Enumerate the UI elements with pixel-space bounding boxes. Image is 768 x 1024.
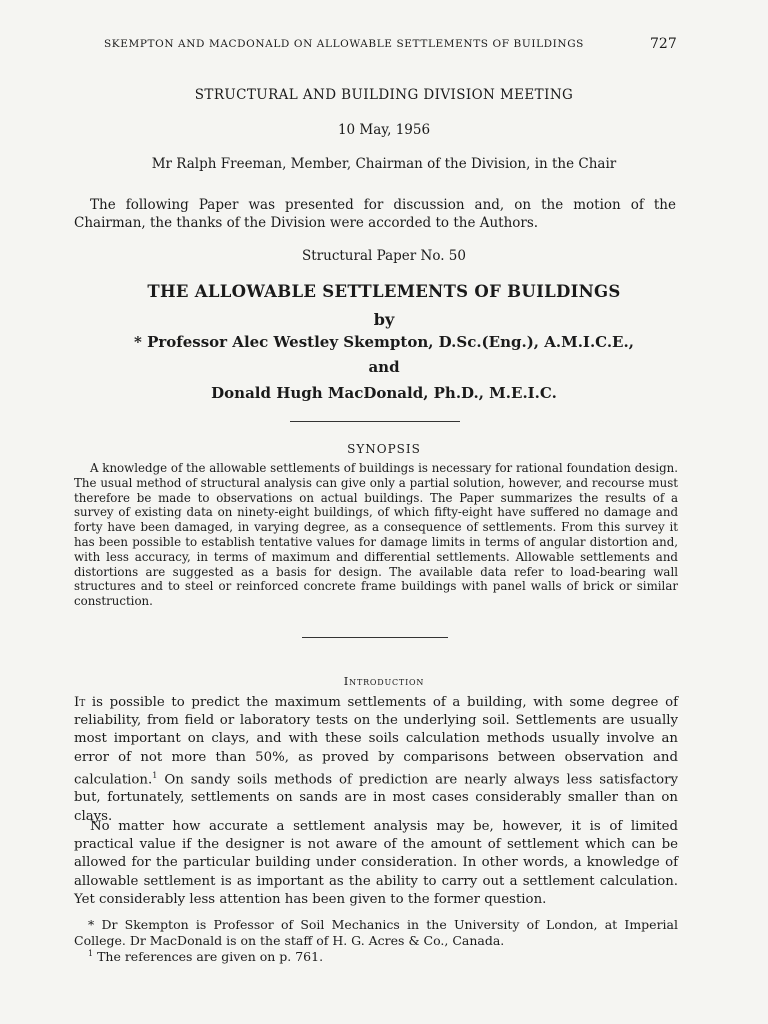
paper-number: Structural Paper No. 50 <box>302 248 466 264</box>
byline-and: and <box>368 358 400 376</box>
footnote-references <box>88 949 323 964</box>
footnote-divider <box>74 911 300 912</box>
author-secondary: Donald Hugh MacDonald, Ph.D., M.E.I.C. <box>211 384 557 402</box>
footnote-text: The references are given on p. 761. <box>93 949 324 965</box>
lead-word: It <box>74 695 86 710</box>
introduction-heading: Introduction <box>343 674 425 688</box>
footnote-authors: * Dr Skempton is Professor of Soil Mechanics in the University of London, at Imperial College. Dr MacDonald is on the staff of H. G. Acres & Co., Canada. <box>74 917 678 948</box>
synopsis-text: A knowledge of the allowable settlements of buildings is necessary for rational foundation design. The usual method of structural analysis can give only a partial solution, however, and recourse must therefore be made to observations on actual buildings. The Paper summarizes the results of a survey of existing data on ninety-eight buildings, of which fifty-eight have suffered no damage and forty have been damaged, in varying degree, as a consequence of settlements. From this survey it has been possible to establish tentative values for damage limits in terms of angular distortion and, with less accuracy, in terms of maximum and differential settlements. Allowable settlements and distortions are suggested as a basis for design. The available data refer to load-bearing wall structures and to steel or reinforced concrete frame buildings with panel walls of brick or similar construction. <box>74 461 678 609</box>
author-primary: * Professor Alec Westley Skempton, D.Sc.(Eng.), A.M.I.C.E., <box>134 333 634 351</box>
byline-by: by <box>373 310 395 329</box>
paragraph-text: is possible to predict the maximum settlements of a building, with some degree of reliability, from field or laboratory tests on the underlying soil. Settlements are usually most important on clays, and with these soils calculation methods usually involve an error of not more than 50%, as proved by comparisons between observation and calculation. <box>74 695 678 788</box>
page-number: 727 <box>650 36 677 52</box>
divider <box>302 637 448 638</box>
meeting-date: 10 May, 1956 <box>337 122 431 138</box>
divider <box>290 421 460 422</box>
presentation-note: The following Paper was presented for discussion and, on the motion of the Chairman, the thanks of the Division were accorded to the Authors. <box>74 197 676 231</box>
paragraph-text: On sandy soils methods of prediction are nearly always less satisfactory but, fortunately, settlements on sands are in most cases considerably smaller than on clays. <box>74 772 678 824</box>
introduction-paragraph-2: No matter how accurate a settlement analysis may be, however, it is of limited practical value if the designer is not aware of the amount of settlement which can be allowed for the particular building under consideration. In other words, a knowledge of allowable settlement is as important as the ability to carry out a settlement calculation. Yet considerably less attention has been given to the former question. <box>74 819 678 907</box>
meeting-title: STRUCTURAL AND BUILDING DIVISION MEETING <box>194 87 574 103</box>
reference-marker: 1 <box>152 770 158 780</box>
footnote-marker: 1 <box>88 949 94 958</box>
paper-title: THE ALLOWABLE SETTLEMENTS OF BUILDINGS <box>147 282 621 301</box>
meeting-chair: Mr Ralph Freeman, Member, Chairman of the Division, in the Chair <box>151 156 617 172</box>
introduction-paragraph-1 <box>74 694 678 826</box>
running-header: SKEMPTON AND MACDONALD ON ALLOWABLE SETTLEMENTS OF BUILDINGS <box>104 38 584 50</box>
synopsis-heading: SYNOPSIS <box>347 442 421 456</box>
